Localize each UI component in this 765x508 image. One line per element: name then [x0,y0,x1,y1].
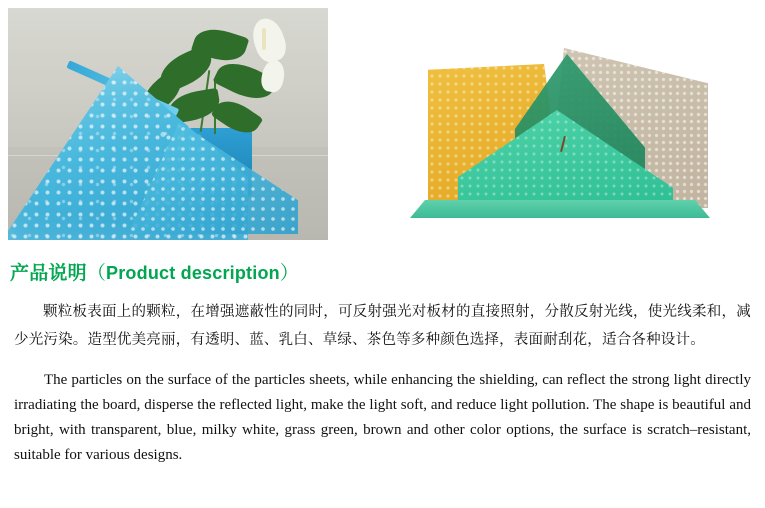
heading-open-paren: （ [86,262,107,284]
description-paragraph-chinese: 颗粒板表面上的颗粒，在增强遮蔽性的同时，可反射强光对板材的直接照射，分散反射光线，使光线柔和，减少光污染。造型优美亮丽，有透明、蓝、乳白、草绿、茶色等多种颜色选择，表面耐刮花，适合各种设计。 [14,303,751,349]
description-paragraph-english: The particles on the surface of the particles sheets, while enhancing the shielding, can reflect the strong light directly irradiating the board, disperse the reflected light, make the light soft, and reduce light pollution. The shape is beautiful and bright, with transparent, blue, milky white, grass green, brown and other color options, the surface is scratch–resistant, suitable for various designs. [14,372,751,463]
plant-flower-spadix [262,28,266,50]
green-sheet-base-edge [410,200,710,218]
section-heading-en: Product description [106,263,280,283]
section-heading-cn: 产品说明 [10,262,87,284]
image-row [0,0,765,245]
section-heading [10,262,765,286]
multicolor-embossed-sheet-samples-photo [410,18,710,240]
blue-embossed-polycarbonate-sheet-photo [8,8,328,240]
text-content [0,250,765,467]
heading-close-paren: ） [279,262,300,284]
